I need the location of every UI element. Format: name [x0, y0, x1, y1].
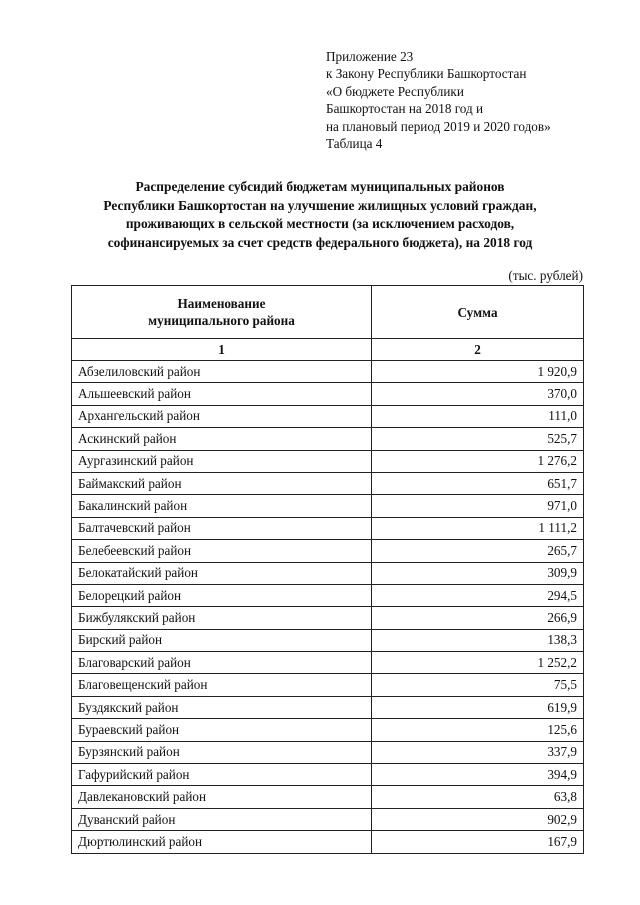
subsidy-amount: 337,9	[372, 741, 584, 763]
district-name: Благовещенский район	[72, 674, 372, 696]
table-header-row	[72, 286, 584, 339]
district-name: Буздякский район	[72, 696, 372, 718]
subsidy-amount: 971,0	[372, 495, 584, 517]
district-name: Аургазинский район	[72, 450, 372, 472]
table-row	[72, 831, 584, 853]
appendix-header	[326, 48, 551, 152]
table-row	[72, 472, 584, 494]
table-body	[72, 361, 584, 854]
table-row	[72, 584, 584, 606]
table-number: Таблица 4	[326, 136, 383, 152]
district-name: Бакалинский район	[72, 495, 372, 517]
table-row	[72, 674, 584, 696]
subsidy-amount: 265,7	[372, 540, 584, 562]
column-header-name: Наименование муниципального района	[72, 286, 372, 339]
subsidy-amount: 651,7	[372, 472, 584, 494]
table-row	[72, 383, 584, 405]
subsidy-amount: 1 252,2	[372, 652, 584, 674]
subsidy-amount: 266,9	[372, 607, 584, 629]
district-name: Дуванский район	[72, 808, 372, 830]
table-row	[72, 517, 584, 539]
subsidy-amount: 63,8	[372, 786, 584, 808]
subsidy-amount: 619,9	[372, 696, 584, 718]
table-row	[72, 719, 584, 741]
document-title	[60, 178, 580, 252]
district-name: Белебеевский район	[72, 540, 372, 562]
appendix-line: Башкортостан на 2018 год и	[326, 101, 484, 117]
table-row	[72, 808, 584, 830]
district-name: Абзелиловский район	[72, 361, 372, 383]
appendix-line: к Закону Республики Башкортостан	[326, 66, 527, 82]
district-name: Белорецкий район	[72, 584, 372, 606]
subsidy-amount: 394,9	[372, 764, 584, 786]
table-row	[72, 495, 584, 517]
table-row	[72, 562, 584, 584]
table-row	[72, 652, 584, 674]
district-name: Архангельский район	[72, 405, 372, 427]
subsidy-amount: 525,7	[372, 428, 584, 450]
subsidy-amount: 138,3	[372, 629, 584, 651]
subsidy-table	[71, 285, 584, 854]
table-row	[72, 361, 584, 383]
subsidy-amount: 309,9	[372, 562, 584, 584]
subsidy-amount: 294,5	[372, 584, 584, 606]
title-line: проживающих в сельской местности (за исключением расходов,	[125, 216, 515, 232]
table-row	[72, 428, 584, 450]
district-name: Благоварский район	[72, 652, 372, 674]
column-header-sum: Сумма	[372, 286, 584, 339]
table-row	[72, 764, 584, 786]
subsidy-amount: 902,9	[372, 808, 584, 830]
subsidy-amount: 1 111,2	[372, 517, 584, 539]
district-name: Альшеевский район	[72, 383, 372, 405]
table-row	[72, 741, 584, 763]
title-line: Республики Башкортостан на улучшение жилищных условий граждан,	[103, 197, 537, 213]
subsidy-amount: 1 276,2	[372, 450, 584, 472]
district-name: Бижбулякский район	[72, 607, 372, 629]
district-name: Гафурийский район	[72, 764, 372, 786]
table-row	[72, 786, 584, 808]
title-line: Распределение субсидий бюджетам муниципальных районов	[135, 179, 505, 194]
table-row	[72, 607, 584, 629]
subsidy-amount: 125,6	[372, 719, 584, 741]
column-number-row	[72, 339, 584, 361]
district-name: Давлекановский район	[72, 786, 372, 808]
district-name: Белокатайский район	[72, 562, 372, 584]
subsidy-amount: 370,0	[372, 383, 584, 405]
subsidy-amount: 1 920,9	[372, 361, 584, 383]
district-name: Бураевский район	[72, 719, 372, 741]
subsidy-amount: 75,5	[372, 674, 584, 696]
appendix-line: на плановый период 2019 и 2020 годов»	[326, 118, 551, 134]
units-label: (тыс. рублей)	[508, 268, 583, 283]
table-row	[72, 696, 584, 718]
table-row	[72, 405, 584, 427]
subsidy-amount: 167,9	[372, 831, 584, 853]
table-row	[72, 629, 584, 651]
appendix-line: Приложение 23	[326, 49, 414, 64]
district-name: Бурзянский район	[72, 741, 372, 763]
appendix-line: «О бюджете Республики	[326, 83, 464, 99]
district-name: Баймакский район	[72, 472, 372, 494]
table-row	[72, 540, 584, 562]
column-number: 2	[372, 339, 584, 361]
table-row	[72, 450, 584, 472]
district-name: Дюртюлинский район	[72, 831, 372, 853]
district-name: Балтачевский район	[72, 517, 372, 539]
title-line: софинансируемых за счет средств федерального бюджета), на 2018 год	[107, 234, 533, 250]
district-name: Аскинский район	[72, 428, 372, 450]
subsidy-amount: 111,0	[372, 405, 584, 427]
district-name: Бирский район	[72, 629, 372, 651]
column-number: 1	[72, 339, 372, 361]
